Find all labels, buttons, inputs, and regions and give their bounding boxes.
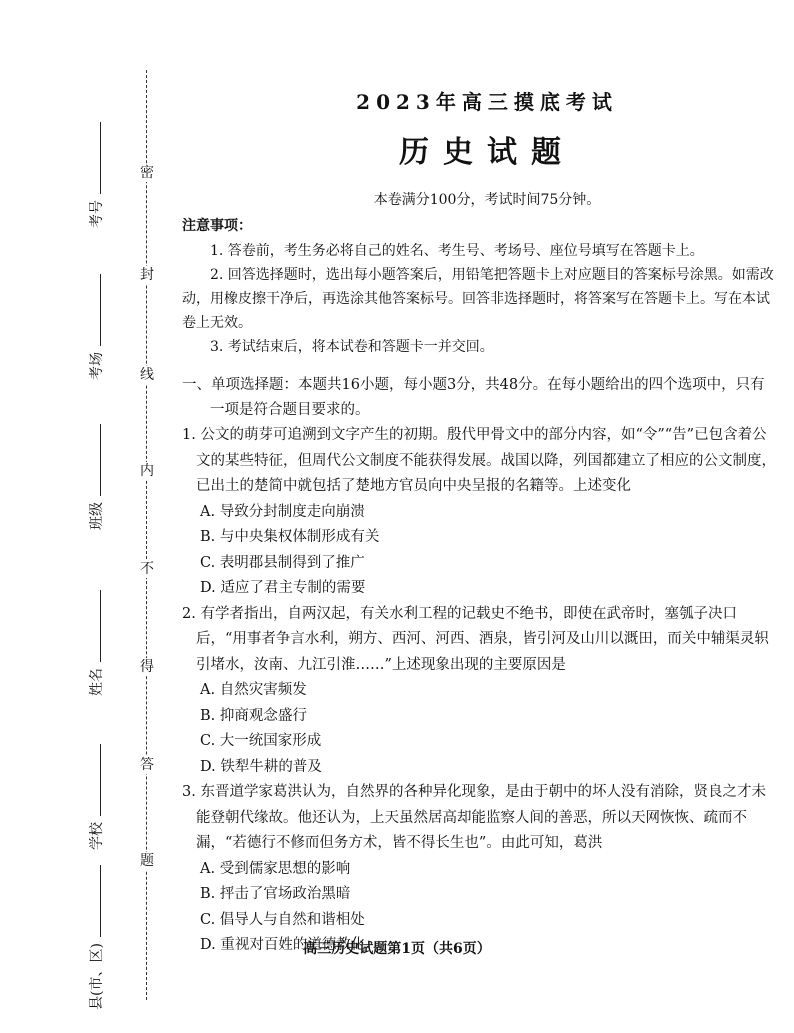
question-stem: 3. 东晋道学家葛洪认为，自然界的各种异化现象，是由于朝中的坏人没有消除，贤良之才未能登朝代缘故。他还认为，上天虽然居高却能监察人间的善恶，所以天网恢恢、疏而不漏，“若德行不修而但务方术，皆不得长生也”。由此可知，葛洪 xyxy=(182,784,766,851)
note-item: 1. 答卷前，考生务必将自己的姓名、考生号、考场号、座位号填写在答题卡上。 xyxy=(210,243,704,259)
field-label: 县(市、区) xyxy=(89,943,105,1010)
exam-content xyxy=(182,86,778,959)
exam-room-field[interactable] xyxy=(86,274,106,380)
field-underline xyxy=(88,274,101,346)
class-field[interactable] xyxy=(86,424,106,530)
subject-title: 历史试题 xyxy=(399,135,575,170)
score-info: 本卷满分100分，考试时间75分钟。 xyxy=(373,192,601,208)
seal-char: 答 xyxy=(140,757,154,773)
option-c[interactable]: C. 倡导人与自然和谐相处 xyxy=(200,911,365,928)
exam-number-field[interactable] xyxy=(86,122,106,228)
section-heading: 一、单项选择题：本题共16小题，每小题3分，共48分。在每小题给出的四个选项中，只有一项是符合题目要求的。 xyxy=(182,377,765,418)
field-underline xyxy=(88,590,101,662)
field-label: 考场 xyxy=(89,352,105,380)
field-underline xyxy=(88,744,101,816)
seal-char: 密 xyxy=(140,165,154,181)
seal-char: 封 xyxy=(140,267,154,283)
option-a[interactable]: A. 导致分封制度走向崩溃 xyxy=(200,503,365,520)
field-underline xyxy=(88,865,101,937)
exam-title: 2023年高三摸底考试 xyxy=(356,90,618,114)
option-b[interactable]: B. 抨击了官场政治黑暗 xyxy=(200,886,351,902)
option-d[interactable]: D. 铁犁牛耕的普及 xyxy=(200,758,322,775)
question-stem: 1. 公文的萌芽可追溯到文字产生的初期。殷代甲骨文中的部分内容，如“令”“告”已包含着公文的某些特征，但周代公文制度不能获得发展。战国以降，列国都建立了相应的公文制度，已出土的楚简中就包括了楚地方官员向中央呈报的名籍等。上述变化 xyxy=(182,427,776,494)
field-underline xyxy=(88,122,101,194)
option-a[interactable]: A. 受到儒家思想的影响 xyxy=(200,860,351,877)
question-1 xyxy=(182,423,778,602)
seal-char: 得 xyxy=(140,659,154,675)
field-label: 考号 xyxy=(89,200,105,228)
notes-heading: 注意事项： xyxy=(182,218,252,234)
seal-char: 内 xyxy=(140,463,154,479)
option-d[interactable]: D. 适应了君主专制的需要 xyxy=(200,580,366,596)
option-d[interactable]: D. 重视对百姓的道德教化 xyxy=(200,937,366,953)
binding-strip xyxy=(0,60,160,1010)
school-field[interactable] xyxy=(86,744,106,850)
seal-char: 不 xyxy=(140,561,154,577)
question-stem: 2. 有学者指出，自两汉起，有关水利工程的记载史不绝书，即使在武帝时，塞瓠子决口后，“用事者争言水利，朔方、西河、河西、酒泉，皆引河及山川以溉田，而关中辅渠灵轵引堵水，汝南、九江引淮……”上述现象出现的主要原因是 xyxy=(182,605,769,673)
name-field[interactable] xyxy=(86,590,106,696)
seal-char: 题 xyxy=(140,853,154,869)
option-a[interactable]: A. 自然灾害频发 xyxy=(200,682,307,698)
seal-char: 线 xyxy=(140,367,154,383)
note-item: 3. 考试结束后，将本试卷和答题卡一并交回。 xyxy=(210,339,494,355)
question-3 xyxy=(182,780,778,959)
option-b[interactable]: B. 抑商观念盛行 xyxy=(200,707,307,724)
option-c[interactable]: C. 表明郡县制得到了推广 xyxy=(200,554,365,571)
option-b[interactable]: B. 与中央集权体制形成有关 xyxy=(200,529,380,545)
question-2 xyxy=(182,602,778,781)
field-label: 班级 xyxy=(89,502,105,530)
field-underline xyxy=(88,424,101,496)
field-label: 姓名 xyxy=(89,668,105,696)
note-item: 2. 回答选择题时，选出每小题答案后，用铅笔把答题卡上对应题目的答案标号涂黑。如需改动，用橡皮擦干净后，再选涂其他答案标号。回答非选择题时，将答案写在答题卡上。写在本试卷上无效。 xyxy=(182,267,774,331)
field-label: 学校 xyxy=(89,822,105,850)
page-footer: 高三历史试题第1页（共6页） xyxy=(303,941,491,957)
option-c[interactable]: C. 大一统国家形成 xyxy=(200,733,322,749)
